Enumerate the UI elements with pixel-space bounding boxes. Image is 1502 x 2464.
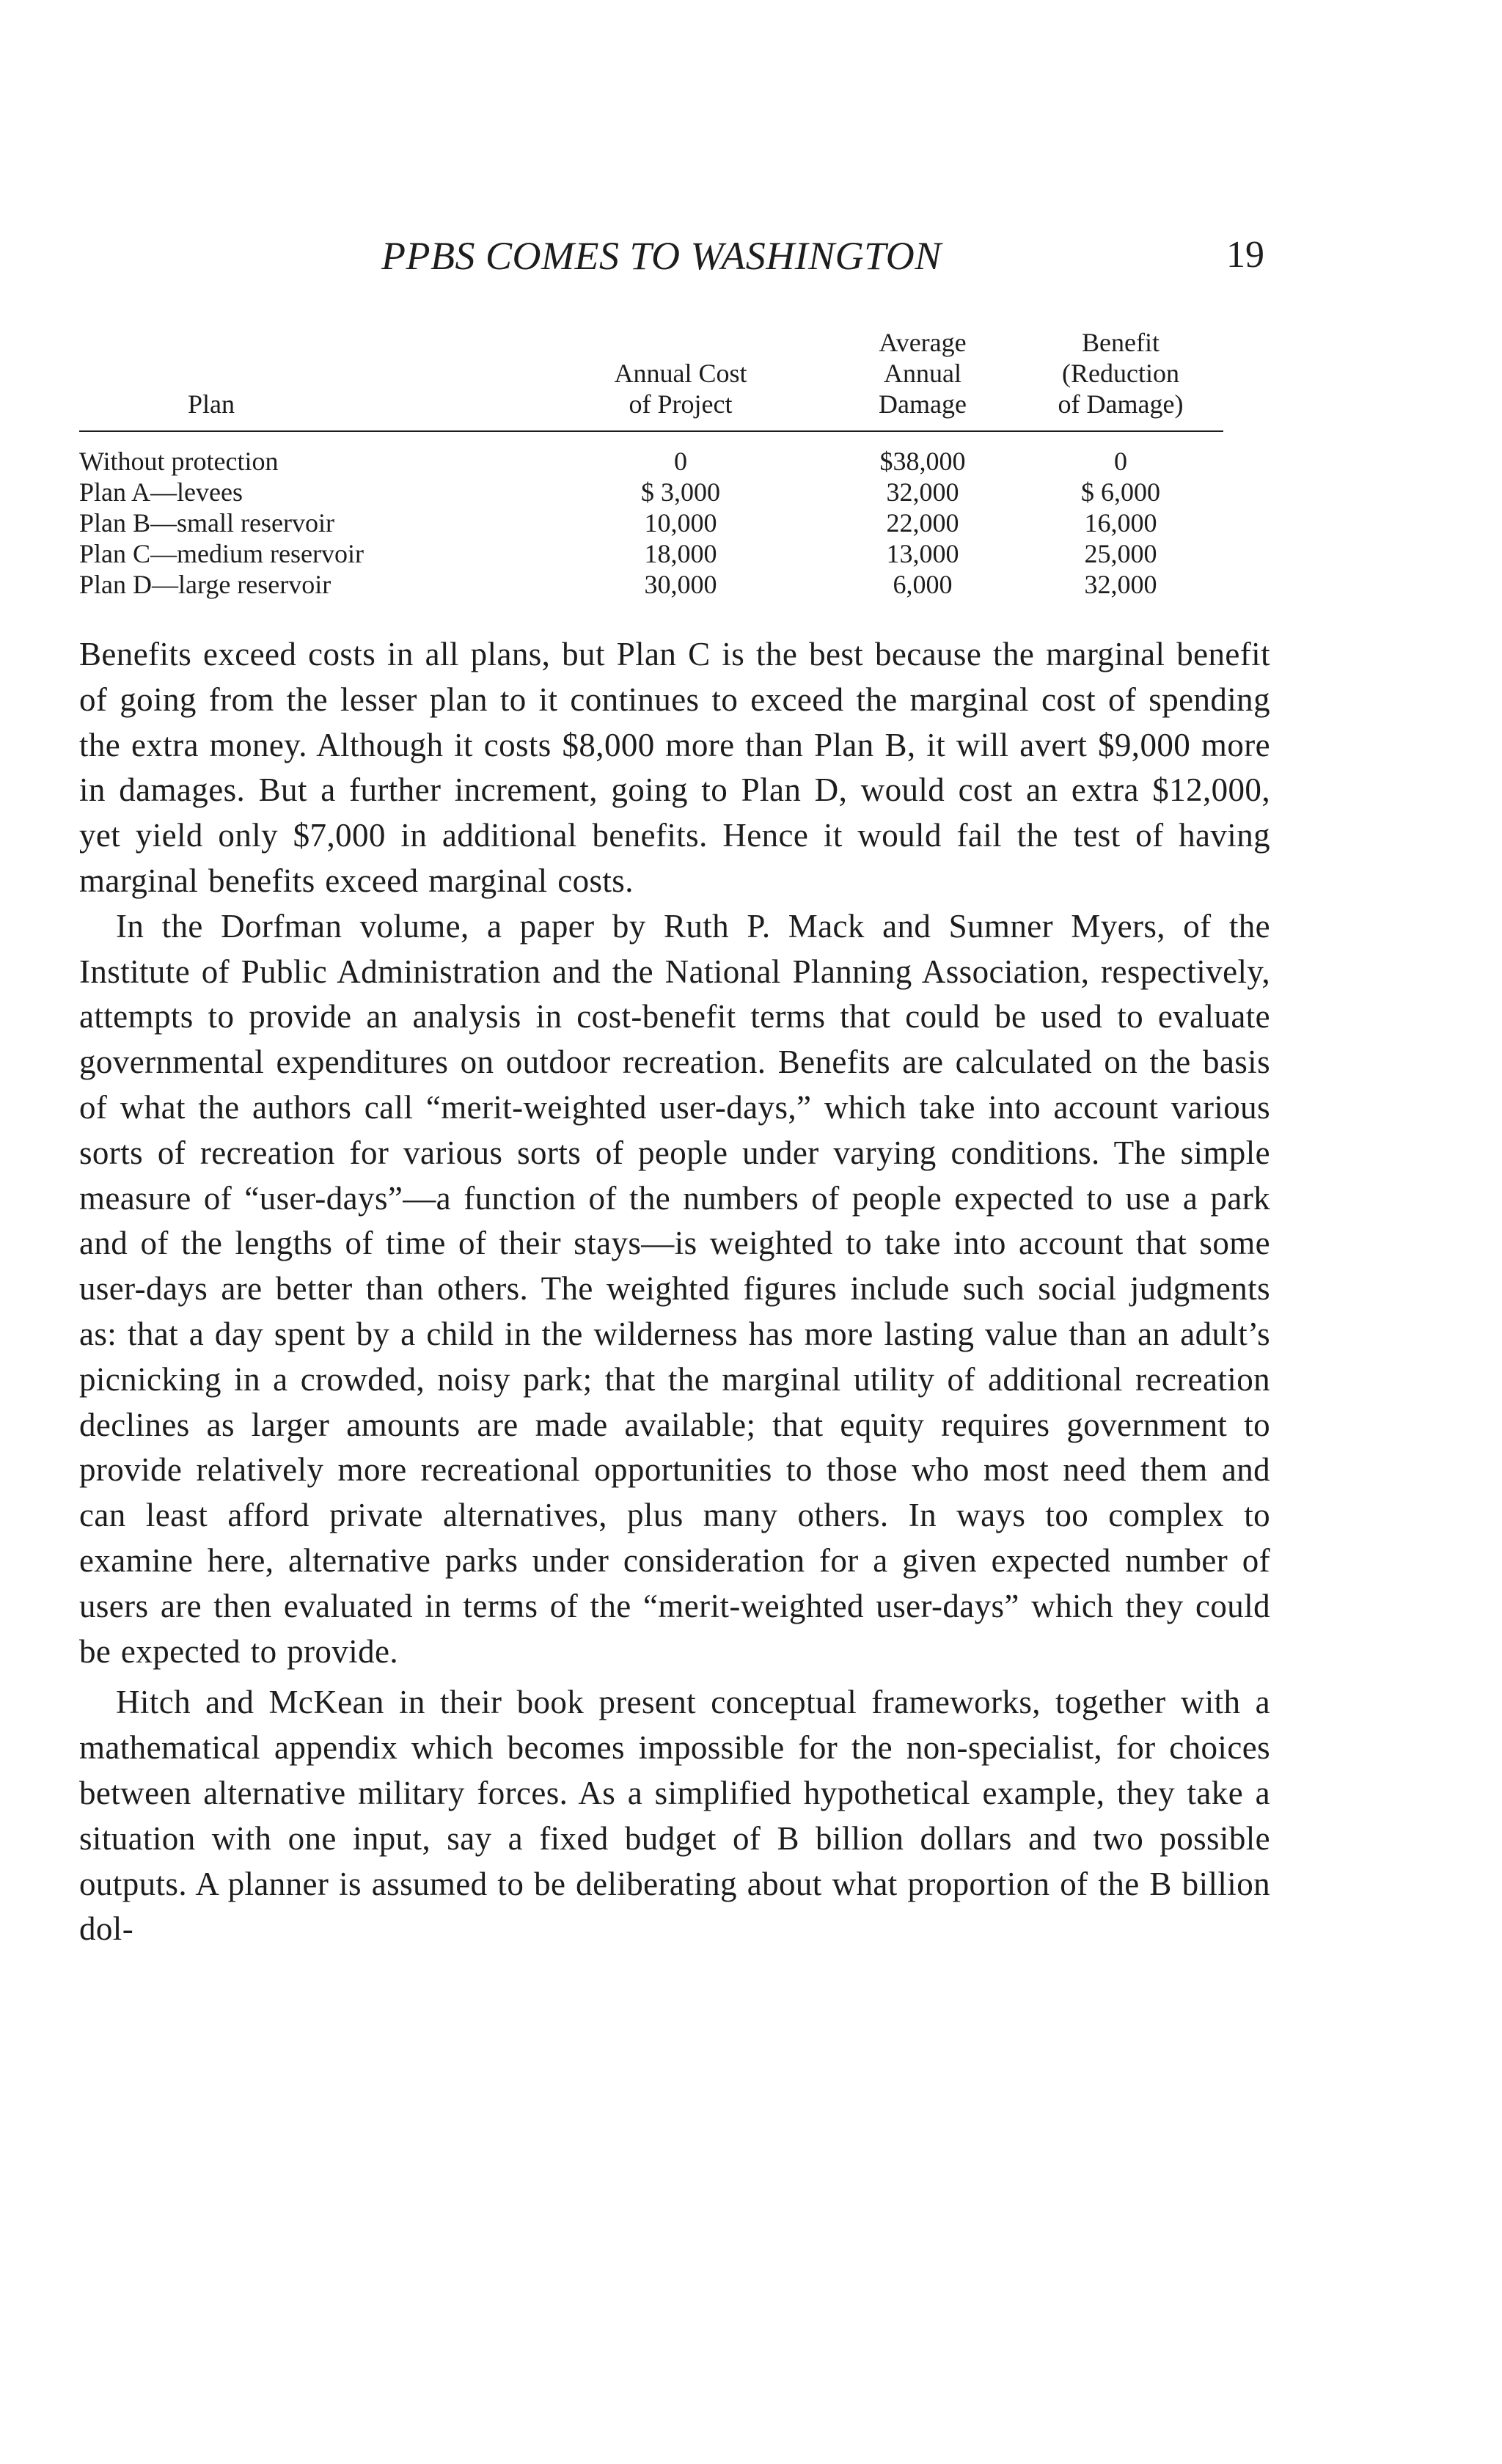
column-header-annual-cost: Annual Cost of Project — [614, 359, 747, 419]
cell-cost: 0 — [674, 447, 687, 476]
running-title: PPBS COMES TO WASHINGTON — [381, 234, 942, 278]
cell-damage: 22,000 — [886, 508, 959, 538]
table-body — [79, 446, 1223, 600]
cell-benefit: 0 — [1114, 447, 1127, 476]
cell-plan: Plan D—large reservoir — [79, 570, 331, 599]
cell-benefit: 25,000 — [1084, 539, 1157, 568]
column-header-plan: Plan — [187, 389, 235, 419]
table-row — [79, 477, 1223, 507]
table-row — [79, 538, 1223, 569]
table-header — [79, 323, 1223, 419]
page-number: 19 — [1226, 234, 1264, 276]
column-header-benefit: Benefit (Reduction of Damage) — [1058, 328, 1184, 419]
paragraph: In the Dorfman volume, a paper by Ruth P. Mack and Sumner Myers, of the Institute of Public Administration and the National Planning Association, respectively, attempts to provide an analysis in cost-benefit terms that could be used to evaluate governmental expenditures on outdoor recreation. Benefits are calculated on the basis of what the authors call “merit-weighted user-days,” which take into account various sorts of recreation for various sorts of people under varying conditions. The simple measure of “user-days”—a function of the numbers of people expected to use a park and of the lengths of time of their stays—is weighted to take into account that some user-days are better than others. The weighted figures include such social judgments as: that a day spent by a child in the wilderness has more lasting value than an adult’s picnicking in a crowded, noisy park; that the marginal utility of additional recreation declines as larger amounts are made available; that equity requires government to provide relatively more recreational opportunities to those who most need them and can least afford private alternatives, plus many others. In ways too complex to examine here, alternative parks under consideration for a given expected number of users are then evaluated in terms of the “merit-weighted user-days” which they could be expected to provide. — [79, 907, 1270, 1670]
cell-plan: Plan C—medium reservoir — [79, 539, 364, 568]
cell-plan: Plan B—small reservoir — [79, 508, 334, 538]
cell-cost: 10,000 — [644, 508, 717, 538]
cell-benefit: 32,000 — [1084, 570, 1157, 599]
column-header-average-damage: Average Annual Damage — [879, 328, 967, 419]
cell-damage: 6,000 — [893, 570, 953, 599]
cell-cost: $ 3,000 — [641, 477, 720, 507]
cell-damage: $38,000 — [879, 447, 966, 476]
plan-cost-table — [79, 323, 1223, 599]
cell-damage: 32,000 — [886, 477, 959, 507]
table-row — [79, 569, 1223, 600]
table-row — [79, 507, 1223, 538]
body-text — [79, 632, 1270, 1952]
cell-plan: Without protection — [79, 447, 279, 476]
cell-cost: 18,000 — [644, 539, 717, 568]
paragraph: Benefits exceed costs in all plans, but Plan C is the best because the marginal benefit of going from the lesser plan to it continues to exceed the marginal cost of spending the extra money. Although it costs $8,000 more than Plan B, it will avert $9,000 more in damages. But a further increment, going to Plan D, would cost an extra $12,000, yet yield only $7,000 in additional benefits. Hence it would fail the test of having marginal benefits exceed marginal costs. — [79, 636, 1270, 899]
cell-benefit: $ 6,000 — [1081, 477, 1160, 507]
cell-cost: 30,000 — [644, 570, 717, 599]
cell-benefit: 16,000 — [1084, 508, 1157, 538]
table-header-rule — [79, 430, 1223, 432]
cell-plan: Plan A—levees — [79, 477, 243, 507]
paragraph: Hitch and McKean in their book present conceptual frameworks, together with a mathematical appendix which becomes impossible for the non-specialist, for choices between alternative military forces. As a simplified hypothetical example, they take a situation with one input, say a fixed budget of B billion dollars and two possible outputs. A planner is assumed to be deliberating about what proportion of the B billion dol- — [79, 1684, 1270, 1948]
cell-damage: 13,000 — [886, 539, 959, 568]
table-row — [79, 446, 1223, 477]
